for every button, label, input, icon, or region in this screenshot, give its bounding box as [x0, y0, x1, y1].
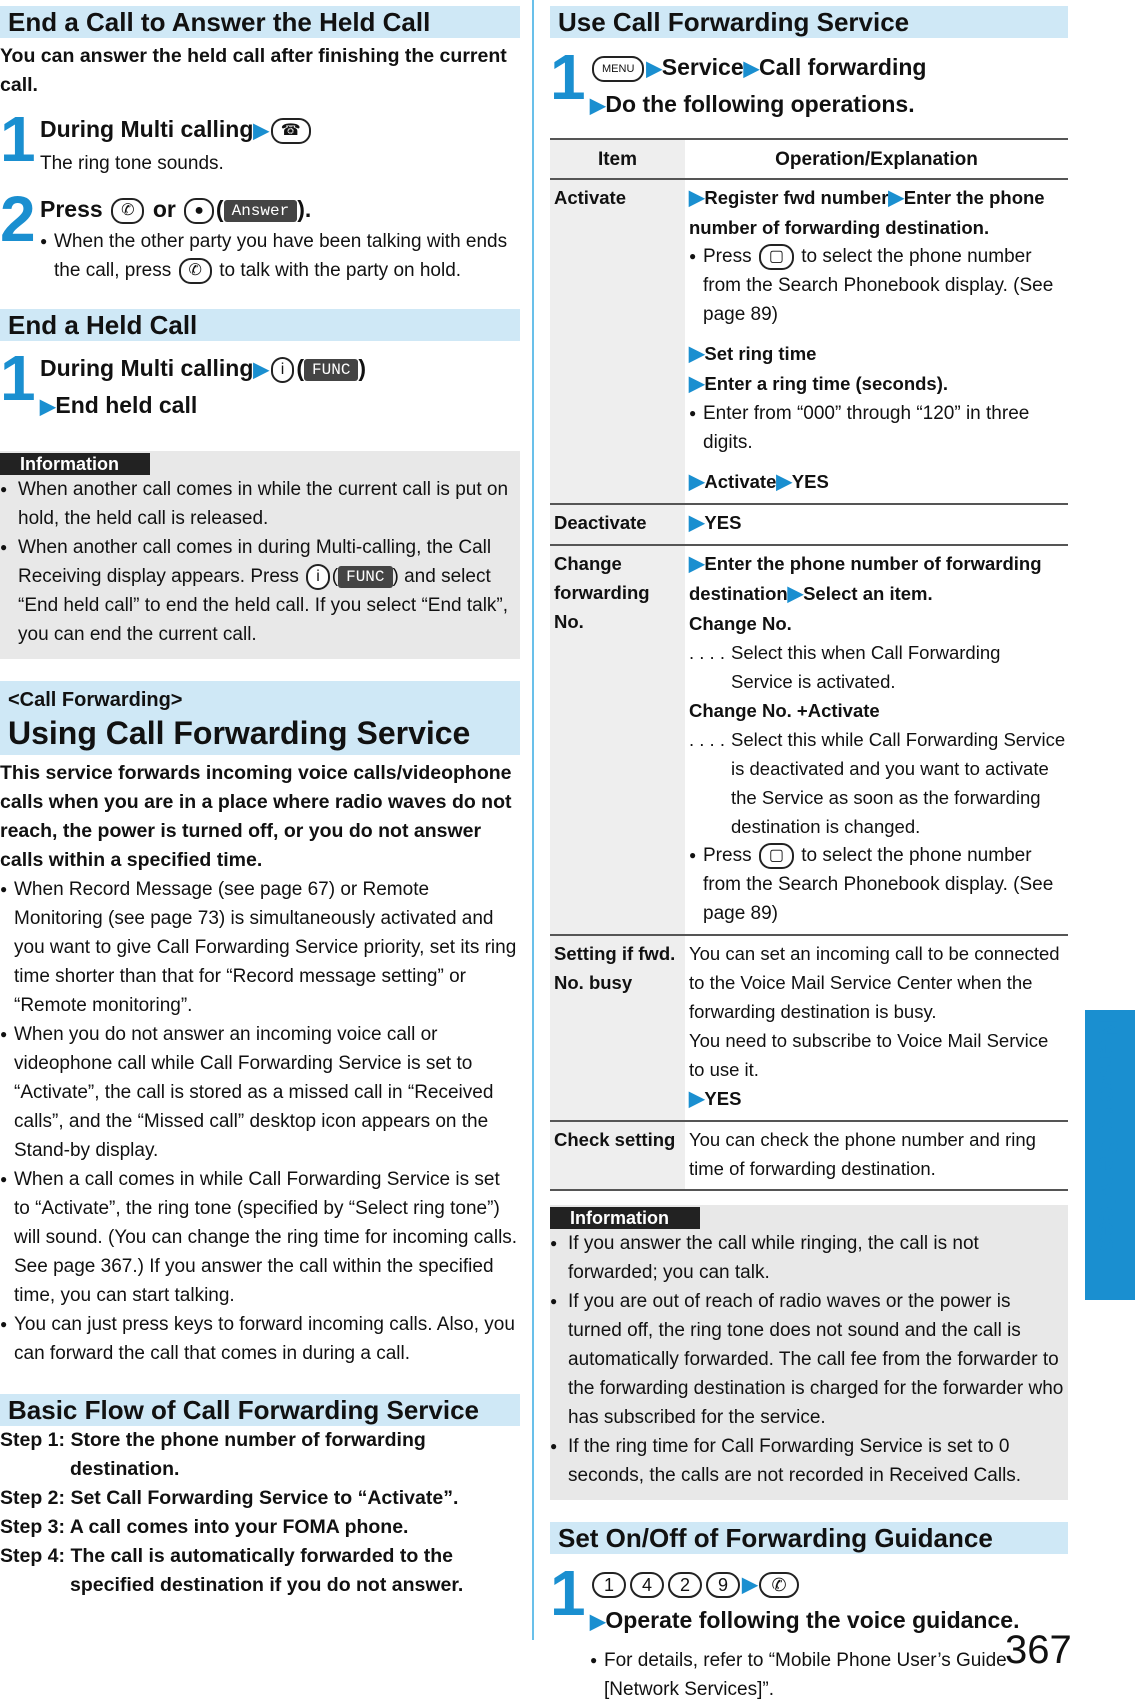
step-number: 1 — [550, 1557, 586, 1629]
digit-key-2: 2 — [668, 1572, 702, 1598]
row-item-activate: Activate — [550, 179, 685, 504]
table-row — [550, 504, 1068, 545]
row-op-busy — [685, 935, 1068, 1121]
op-text: Press — [703, 246, 752, 267]
row-op-change — [685, 545, 1068, 935]
info-item: ● If you answer the call while ringing, the call is not forwarded; you can talk. — [550, 1229, 1068, 1287]
op-text: YES — [704, 1088, 742, 1109]
section-subtitle: <Call Forwarding> — [8, 689, 183, 711]
end-call-step-2: 2 Press ✆ or ● ( Answer ). ● When the other party you have been talking with ends the call, press ✆ to talk with the party on hold. — [0, 192, 520, 285]
arrow-icon: ▶ — [590, 95, 606, 117]
row-item-check: Check setting — [550, 1121, 685, 1190]
center-key-icon: ● — [184, 198, 214, 224]
end-call-step-1 — [0, 103, 520, 178]
nav-key-icon: ▢ — [759, 244, 794, 270]
row-item-busy: Setting if fwd. No. busy — [550, 935, 685, 1121]
dots: . . . . — [689, 729, 725, 750]
table-row — [550, 935, 1068, 1121]
section-title-end-held: End a Held Call — [0, 309, 520, 341]
information-tag: Information — [0, 453, 150, 475]
answer-softkey: Answer — [224, 200, 298, 222]
flow-step-text: Store the phone number of forwarding — [70, 1429, 426, 1451]
row-op-deactivate — [685, 504, 1068, 545]
flow-step-text: The call is automatically forwarded to the — [70, 1545, 453, 1567]
info-item: ● If the ring time for Call Forwarding Service is set to 0 seconds, the calls are not recorded in Received Calls. — [550, 1432, 1068, 1490]
section-title-use-service: Use Call Forwarding Service — [550, 6, 1068, 38]
using-bullet: ● You can just press keys to forward incoming calls. Also, you can forward the call that comes in during a call. — [0, 1310, 520, 1368]
option-desc-text: Select this while Call Forwarding Service is deactivated and you want to activate the Service as soon as the forwarding destination is changed. — [731, 729, 1066, 837]
arrow-icon: ▶ — [689, 187, 705, 209]
arrow-icon: ▶ — [40, 396, 56, 418]
use-service-step-1 — [550, 41, 1068, 124]
arrow-icon: ▶ — [646, 58, 662, 80]
op-text: Enter the phone number of forwarding destination. — [689, 187, 1045, 238]
digit-key-9: 9 — [706, 1572, 740, 1598]
step-note — [40, 227, 520, 285]
arrow-icon: ▶ — [689, 512, 705, 534]
op-text: Select an item. — [803, 583, 933, 604]
flow-step-text: A call comes into your FOMA phone. — [69, 1516, 409, 1538]
call-key-icon: ☎ — [271, 118, 311, 144]
op-text: You can set an incoming call to be connected to the Voice Mail Service Center when the forwarding destination is busy. — [689, 943, 1060, 1022]
send-key-icon: ✆ — [111, 198, 144, 224]
option-desc — [689, 638, 1066, 696]
func-softkey: FUNC — [304, 359, 358, 381]
arrow-icon: ▶ — [253, 120, 269, 142]
section-main-title: Using Call Forwarding Service — [8, 715, 471, 751]
op-text: to select the phone number from the Search Phonebook display. (See page 89) — [703, 246, 1054, 325]
step-detail: The ring tone sounds. — [40, 153, 224, 174]
end-call-lead: You can answer the held call after finishing the current call. — [0, 45, 507, 96]
send-key-icon: ✆ — [759, 1572, 798, 1598]
info-text: When another call comes in during Multi-calling, the Call Receiving display appears. Press — [18, 537, 492, 587]
row-item-change: Change forwarding No. — [550, 545, 685, 935]
operation-table — [550, 138, 1068, 1191]
row-item-deactivate: Deactivate — [550, 504, 685, 545]
note-text: When the other party you have been talking with ends the call, press — [54, 231, 508, 281]
arrow-icon: ▶ — [590, 1611, 606, 1633]
op-text: Press — [703, 845, 752, 866]
flow-step — [0, 1542, 520, 1571]
info-text-cont: and select “End held call” to end the held call. If you select “End talk”, you can end the current call. — [18, 566, 509, 645]
table-row — [550, 1121, 1068, 1190]
information-box-2 — [550, 1205, 1068, 1500]
op-text: Set ring time — [704, 343, 817, 364]
using-lead: This service forwards incoming voice calls/videophone calls when you are in a place where radio waves do not reach, the power is turned off, or you do not answer calls within a specified time. — [0, 762, 512, 871]
op-note: ● Enter from “000” through “120” in three digits. — [689, 399, 1066, 457]
section-title-guidance: Set On/Off of Forwarding Guidance — [550, 1522, 1068, 1554]
arrow-icon: ▶ — [888, 187, 904, 209]
option-label: Change No. +Activate — [689, 700, 880, 721]
arrow-icon: ▶ — [689, 1088, 705, 1110]
arrow-icon: ▶ — [689, 553, 705, 575]
menu-call-forwarding: Call forwarding — [759, 54, 927, 80]
func-softkey: FUNC — [338, 566, 392, 588]
step-number: 1 — [0, 103, 36, 175]
step-text-2: Operate following the voice guidance. — [605, 1607, 1020, 1633]
section-title-flow: Basic Flow of Call Forwarding Service — [0, 1394, 520, 1426]
arrow-icon: ▶ — [776, 471, 792, 493]
step-text-2: Do the following operations. — [605, 91, 915, 117]
info-item: ● When another call comes in while the current call is put on hold, the held call is released. — [0, 475, 520, 533]
arrow-icon: ▶ — [743, 58, 760, 80]
page-number: 367 — [1005, 1628, 1072, 1672]
option-desc — [689, 725, 1066, 841]
dots: . . . . — [689, 642, 725, 663]
information-box-1 — [0, 451, 520, 659]
arrow-icon: ▶ — [742, 1574, 758, 1596]
information-tag: Information — [550, 1207, 700, 1229]
flow-step-cont: specified destination if you do not answer. — [70, 1574, 464, 1596]
flow-step-label: Step 3: — [0, 1516, 66, 1538]
op-text: Enter the phone number of forwarding destination — [689, 553, 1042, 604]
row-op-check: You can check the phone number and ring time of forwarding destination. — [685, 1121, 1068, 1190]
using-bullet: ● When you do not answer an incoming voice call or videophone call while Call Forwarding Service is set to “Activate”, the call is stored as a missed call in “Received calls”, and the “Missed call” desktop icon appears on the Stand-by display. — [0, 1020, 520, 1165]
menu-service: Service — [661, 54, 744, 80]
digit-key-4: 4 — [630, 1572, 664, 1598]
row-op-activate — [685, 179, 1068, 504]
flow-step — [0, 1426, 520, 1455]
op-text: Register fwd number — [704, 187, 889, 208]
info-item: ● If you are out of reach of radio waves or the power is turned off, the ring tone does not sound and the call is automatically forwarded. The call fee from the forwarder to the forwarding destination is charged for the forwarder who has subscribed for the service. — [550, 1287, 1068, 1432]
using-bullet: ● When Record Message (see page 67) or Remote Monitoring (see page 73) is simultaneously activated and you want to give Call Forwarding Service priority, set its ring time shorter than that for “Record message setting” or “Remote monitoring”. — [0, 875, 520, 1020]
digit-key-1: 1 — [592, 1572, 626, 1598]
section-title-using — [0, 681, 520, 755]
op-text: You need to subscribe to Voice Mail Service to use it. — [689, 1030, 1049, 1080]
option-label: Change No. — [689, 613, 792, 634]
nav-key-icon: ▢ — [759, 843, 794, 869]
op-text: Enter a ring time (seconds). — [704, 373, 949, 394]
flow-step — [0, 1513, 520, 1542]
menu-key-icon: MENU — [592, 56, 644, 82]
col-header-item: Item — [550, 139, 685, 179]
section-tab-label: Network Services — [1093, 1020, 1123, 1253]
table-header-row — [550, 139, 1068, 179]
op-text: to select the phone number from the Search Phonebook display. (See page 89) — [703, 845, 1054, 924]
flow-step-cont: destination. — [70, 1458, 180, 1480]
step-text-2: End held call — [55, 392, 198, 418]
step-number: 1 — [550, 41, 586, 113]
arrow-icon: ▶ — [787, 583, 804, 605]
table-row — [550, 179, 1068, 504]
imode-key-icon: i — [271, 357, 295, 383]
flow-step-text: Set Call Forwarding Service to “Activate”. — [70, 1487, 459, 1509]
arrow-icon: ▶ — [689, 343, 705, 365]
info-item: ● When another call comes in during Multi-calling, the Call Receiving display appears. Press i ( FUNC ) and select “End held call” to end the held call. If you select “End talk”, you can end the current call. — [0, 533, 520, 649]
guidance-step-1 — [550, 1557, 1068, 1704]
flow-step — [0, 1484, 520, 1513]
step-text: During Multi calling — [40, 355, 254, 381]
arrow-icon: ▶ — [253, 359, 269, 381]
option-desc-text: Select this when Call Forwarding Service is activated. — [731, 642, 1001, 692]
end-held-step-1: 1 During Multi calling▶ i ( FUNC ) ▶End held call — [0, 342, 367, 418]
col-header-operation: Operation/Explanation — [685, 139, 1068, 179]
op-text: Activate — [704, 471, 777, 492]
using-bullet: ● When a call comes in while Call Forwarding Service is set to “Activate”, the ring tone (specified by “Select ring tone”) will sound. (You can change the ring time for incoming calls. See page 367.) If you answer the call within the specified time, you can start talking. — [0, 1165, 520, 1310]
step-number: 2 — [0, 183, 36, 255]
op-text: YES — [704, 512, 742, 533]
note-text-end: to talk with the party on hold. — [219, 260, 462, 281]
section-title-end-call: End a Call to Answer the Held Call — [0, 6, 520, 38]
arrow-icon: ▶ — [689, 373, 705, 395]
table-row — [550, 545, 1068, 935]
column-divider — [532, 0, 534, 1640]
flow-step-label: Step 2: — [0, 1487, 66, 1509]
right-column — [550, 0, 1068, 1704]
send-key-icon: ✆ — [179, 258, 212, 284]
step-text: During Multi calling — [40, 116, 254, 142]
arrow-icon: ▶ — [689, 471, 705, 493]
step-note: ● For details, refer to “Mobile Phone User’s Guide [Network Services]”. — [590, 1646, 1068, 1704]
flow-step-label: Step 1: — [0, 1429, 66, 1451]
op-text: YES — [791, 471, 829, 492]
flow-step-label: Step 4: — [0, 1545, 66, 1567]
left-column — [0, 0, 520, 1600]
or-text: or — [152, 196, 176, 222]
step-number: 1 — [0, 342, 36, 414]
flow-steps — [0, 1426, 520, 1600]
step-text: Press — [40, 196, 103, 222]
imode-key-icon: i — [306, 564, 330, 590]
